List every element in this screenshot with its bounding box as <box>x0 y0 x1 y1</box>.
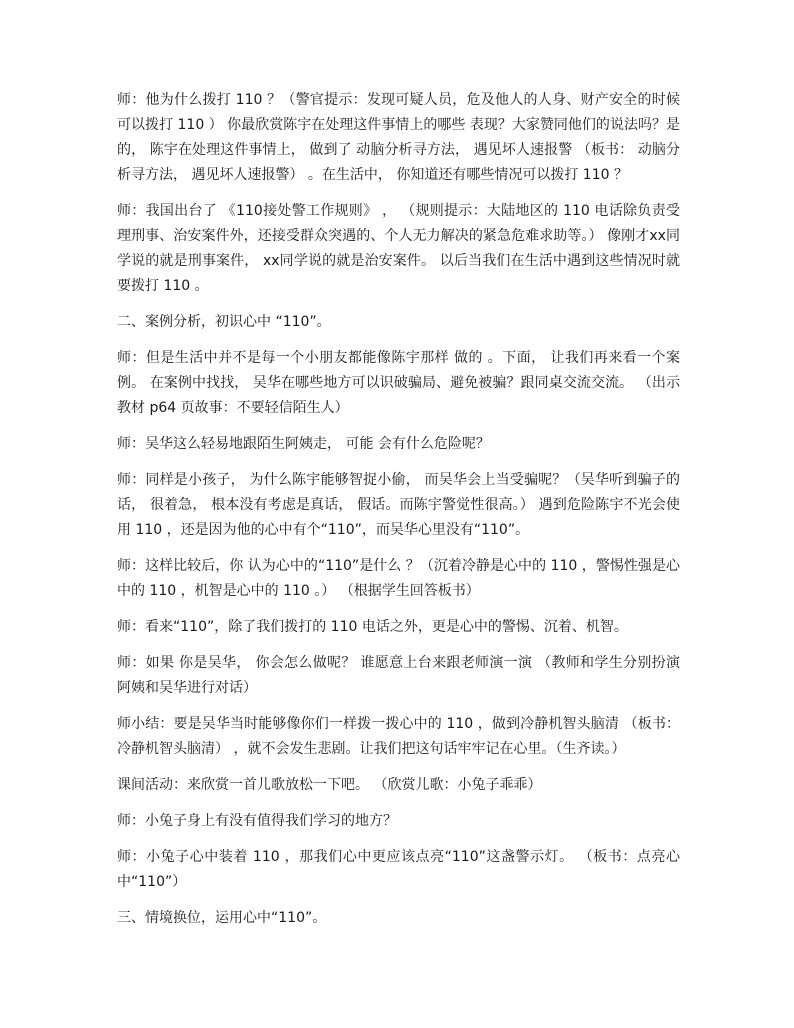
section-heading-situation: 三、情境换位，运用心中“110”。 <box>117 910 327 926</box>
paragraph-110-rules: 师：我国出台了 《110接处警工作规则》 ， （规则提示：大陆地区的 110 电话除负责受理刑事、治安案件外，还接受群众突遇的、个人无力解决的紧急危难求助等。） 像刚才xx同学说的就是刑事案件， xx同学说的就是治安案件。 以后当我们在生活中遇到这些情况时就要拨打 110 。 <box>117 203 680 294</box>
paragraph-warning-light: 师：小兔子心中装着 110 ，那我们心中更应该点亮“110”这盏警示灯。 （板书：点亮心中“110”） <box>117 849 680 890</box>
paragraph-conclusion: 师：看来“110”，除了我们拨打的 110 电话之外，更是心中的警惕、沉着、机智。 <box>117 619 628 635</box>
paragraph-case-intro: 师：但是生活中并不是每一个小朋友都能像陈宇那样 做的 。下面， 让我们再来看一个案例。 在案例中找找， 吴华在哪些地方可以识破骗局、避免被骗？跟同桌交流交流。 （出示教材 p64 页故事：不要轻信陌生人） <box>117 350 680 416</box>
document-page <box>117 88 680 942</box>
paragraph-summary: 师小结：要是吴华当时能够像你们一样拨一拨心中的 110 ，做到冷静机智头脑清 （板书： 冷静机智头脑清） ，就不会发生悲剧。让我们把这句话牢牢记在心里。（生齐读。） <box>117 716 680 757</box>
paragraph-comparison: 师：同样是小孩子， 为什么陈宇能够智捉小偷， 而吴华会上当受骗呢？（吴华听到骗子的话， 很着急， 根本没有考虑是真话， 假话。而陈宇警觉性很高。） 遇到危险陈宇不光会使用 110 ，还是因为他的心中有个“110”，而吴华心里没有“110”。 <box>117 472 680 538</box>
paragraph-danger-question: 师：吴华这么轻易地跟陌生阿姨走， 可能 会有什么危险呢？ <box>117 436 490 452</box>
paragraph-teacher-question-110: 师：他为什么拨打 110 ？（警官提示：发现可疑人员，危及他人的人身、财产安全的时候可以拨打 110 ） 你最欣赏陈宇在处理这件事情上的哪些 表现？大家赞同他们的说法吗？是的， 陈宇在处理这件事情上， 做到了 动脑分析寻方法， 遇见坏人速报警 （板书： 动脑分析寻方法， 遇见坏人速报警） 。在生活中， 你知道还有哪些情况可以拨打 110 ？ <box>117 92 680 183</box>
section-heading-case-analysis: 二、案例分析，初识心中 “110”。 <box>117 314 331 330</box>
paragraph-heart-110: 师：这样比较后，你 认为心中的“110”是什么 ？（沉着冷静是心中的 110 ，警惕性强是心中的 110 ，机智是心中的 110 。） （根据学生回答板书） <box>117 558 680 599</box>
paragraph-break-activity: 课间活动：来欣赏一首儿歌放松一下吧。 （欣赏儿歌：小兔子乖乖） <box>117 777 542 793</box>
paragraph-rabbit-question: 师：小兔子身上有没有值得我们学习的地方？ <box>117 813 397 829</box>
paragraph-role-play: 师：如果 你是吴华， 你会怎么做呢？ 谁愿意上台来跟老师演一演 （教师和学生分别扮演阿姨和吴华进行对话） <box>117 655 680 696</box>
